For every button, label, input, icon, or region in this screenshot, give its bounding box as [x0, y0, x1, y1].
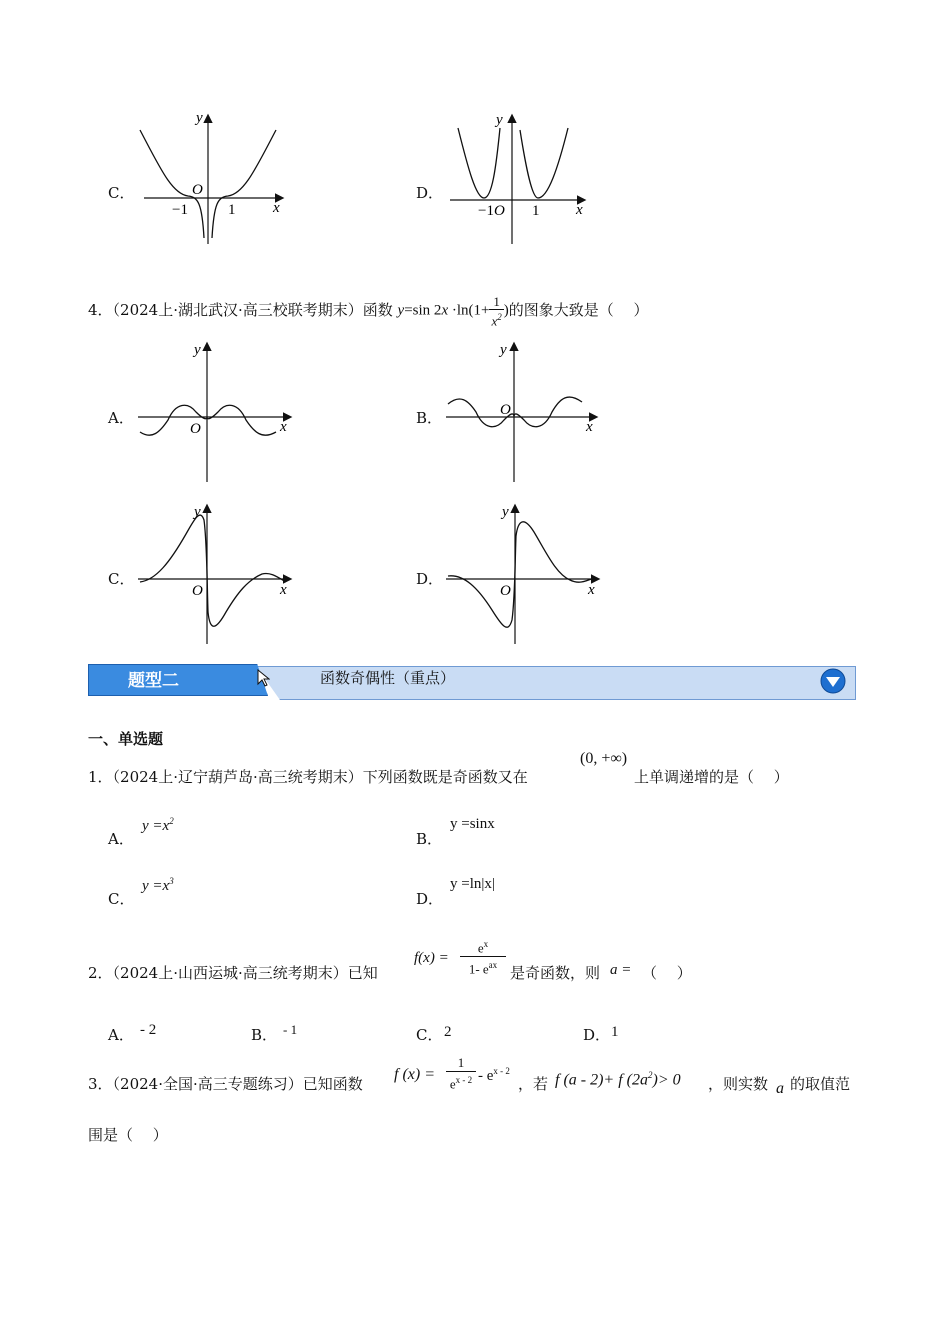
s1-option-a-expr: [142, 816, 174, 835]
num-sup: x: [483, 939, 489, 949]
frac-den-base: x: [491, 313, 498, 329]
expr-sup: 3: [169, 876, 174, 886]
s1-option-c-label: C．: [108, 890, 135, 908]
curve: [448, 397, 582, 427]
formula-close: ): [503, 302, 509, 319]
den-sup: ax: [488, 960, 498, 971]
section-title: 函数奇偶性（重点）: [320, 669, 456, 687]
question-formula: [398, 294, 509, 328]
question-s2-stem: [88, 962, 378, 983]
q4-option-c: C．: [108, 570, 135, 588]
tick-pos1: 1: [228, 202, 236, 218]
question-number: 4．: [88, 301, 113, 320]
curve: [140, 515, 286, 626]
curve: [448, 522, 594, 627]
question-source: （2024上·辽宁葫芦岛·高三统考期末）下列函数既是奇函数又在: [112, 768, 528, 786]
question-number: 3．: [88, 1075, 113, 1093]
q4-graph-c: [136, 502, 296, 647]
formula-eq: =sin 2: [404, 302, 442, 319]
s1-option-c-expr: [142, 876, 174, 895]
question-source: （2024上·山西运城·高三统考期末）已知: [112, 964, 378, 982]
tick-neg1: −1: [172, 202, 188, 218]
graph-prev-d: [444, 108, 594, 248]
curve-right: [520, 128, 568, 198]
axis-y-label: y: [496, 112, 503, 128]
axis-y-label: y: [502, 504, 509, 520]
s3-minus-term: [478, 1066, 510, 1085]
q4-option-a: A．: [108, 409, 134, 427]
formula-lhs: y: [397, 302, 405, 319]
origin-label: O: [192, 583, 203, 599]
s3-fraction: [446, 1055, 476, 1092]
s3-tail: ，则实数: [708, 1075, 769, 1093]
s2-middle: 是奇函数，则: [510, 964, 601, 982]
s1-option-a-label: A．: [108, 830, 134, 848]
s3-line2: 围是（ ）: [88, 1126, 168, 1144]
frac-den: [489, 309, 503, 328]
den-base: 1- e: [468, 961, 489, 977]
s2-option-c-value: 2: [444, 1024, 452, 1040]
question-source: （2024·全国·高三专题练习）已知函数: [112, 1075, 363, 1093]
question-number: 2．: [88, 964, 113, 982]
graph-prev-c: [136, 108, 286, 248]
s3-f-lhs: f (x) =: [394, 1066, 435, 1083]
axis-x-label: x: [586, 419, 593, 435]
cond-tail: )> 0: [652, 1071, 681, 1089]
s3-var: a: [776, 1080, 784, 1097]
q4-graph-b: [444, 340, 604, 485]
s3-cond-prefix: ，若: [518, 1075, 549, 1093]
formula-fraction: [489, 294, 503, 328]
curve: [140, 405, 276, 435]
question-interval: (0, +∞): [580, 750, 628, 767]
origin-label: O: [494, 203, 505, 219]
section-heading: 一、单选题: [88, 730, 164, 748]
den-sup: x - 2: [455, 1075, 473, 1085]
axis-y-label: y: [196, 110, 203, 126]
den-base: e: [449, 1076, 456, 1092]
frac-den: [446, 1071, 476, 1092]
question-source: （2024上·湖北武汉·高三校联考期末）函数: [112, 301, 393, 320]
s2-f-lhs: f(x) =: [414, 950, 449, 966]
frac-num: [460, 936, 506, 956]
question-4-stem: [88, 294, 649, 328]
frac-num: 1: [457, 1055, 465, 1070]
formula-ln: ·ln(1+: [448, 302, 490, 319]
minus-sup: x - 2: [493, 1066, 510, 1076]
s2-option-b-value: - 1: [283, 1022, 298, 1037]
question-s3-stem: [88, 1073, 363, 1094]
section-tag-text: 题型二: [128, 671, 179, 691]
expr-sup: 2: [169, 816, 174, 826]
origin-label: O: [192, 182, 203, 198]
s3-tail2: 的取值范: [790, 1075, 851, 1093]
frac-den-sup: 2: [497, 312, 502, 322]
s2-option-a-value: - 2: [140, 1022, 157, 1038]
s2-option-c-label: C．: [416, 1026, 443, 1044]
s2-tail: （ ）: [642, 964, 692, 982]
curve-right: [212, 130, 276, 238]
s2-fraction: [460, 936, 506, 978]
collapse-chevron-icon[interactable]: [819, 668, 847, 694]
q4-option-d: D．: [416, 570, 444, 588]
expr: y =x: [142, 818, 170, 834]
tick-pos1: 1: [532, 203, 540, 219]
s1-option-d-expr: y =ln|x|: [450, 876, 495, 892]
question-number: 1．: [88, 768, 113, 786]
s1-option-d-label: D．: [416, 890, 444, 908]
question-tail: 的图象大致是（ ）: [508, 301, 649, 320]
origin-label: O: [500, 583, 511, 599]
frac-num: 1: [493, 294, 500, 309]
s1-option-b-label: B．: [416, 830, 443, 848]
origin-label: O: [500, 402, 511, 418]
q4-option-b: B．: [416, 409, 443, 427]
curve-left: [458, 128, 500, 198]
option-label-d: D．: [416, 184, 444, 202]
q4-graph-a: [136, 340, 296, 485]
cond-base: f (a - 2)+ f (2a: [555, 1071, 648, 1089]
s2-var: a =: [610, 962, 632, 978]
s2-option-a-label: A．: [108, 1026, 134, 1044]
question-tail: 上单调递增的是（ ）: [634, 768, 789, 786]
axis-x-label: x: [273, 200, 280, 216]
minus-base: - e: [478, 1068, 494, 1084]
s1-option-b-expr: y =sinx: [450, 816, 495, 832]
origin-label: O: [190, 421, 201, 437]
formula-x: x: [441, 302, 449, 319]
q4-graph-d: [444, 502, 604, 647]
s2-option-d-label: D．: [583, 1026, 611, 1044]
axis-x-label: x: [576, 202, 583, 218]
num-base: e: [477, 940, 484, 956]
axis-x-label: x: [280, 419, 287, 435]
axis-y-label: y: [500, 342, 507, 358]
banner-cursor-icon: [256, 668, 270, 688]
axis-x-label: x: [280, 582, 287, 598]
question-s1-stem: [88, 766, 528, 787]
frac-den: [460, 956, 506, 977]
s3-condition: [555, 1070, 681, 1089]
axis-y-label: y: [194, 342, 201, 358]
axis-y-label: y: [194, 504, 201, 520]
s2-option-d-value: 1: [611, 1024, 619, 1040]
s2-option-b-label: B．: [251, 1026, 278, 1044]
cond-sup: 2: [648, 1070, 653, 1080]
option-label-c: C．: [108, 184, 135, 202]
tick-neg1: −1: [478, 203, 494, 219]
axis-x-label: x: [588, 582, 595, 598]
expr: y =x: [142, 878, 170, 894]
